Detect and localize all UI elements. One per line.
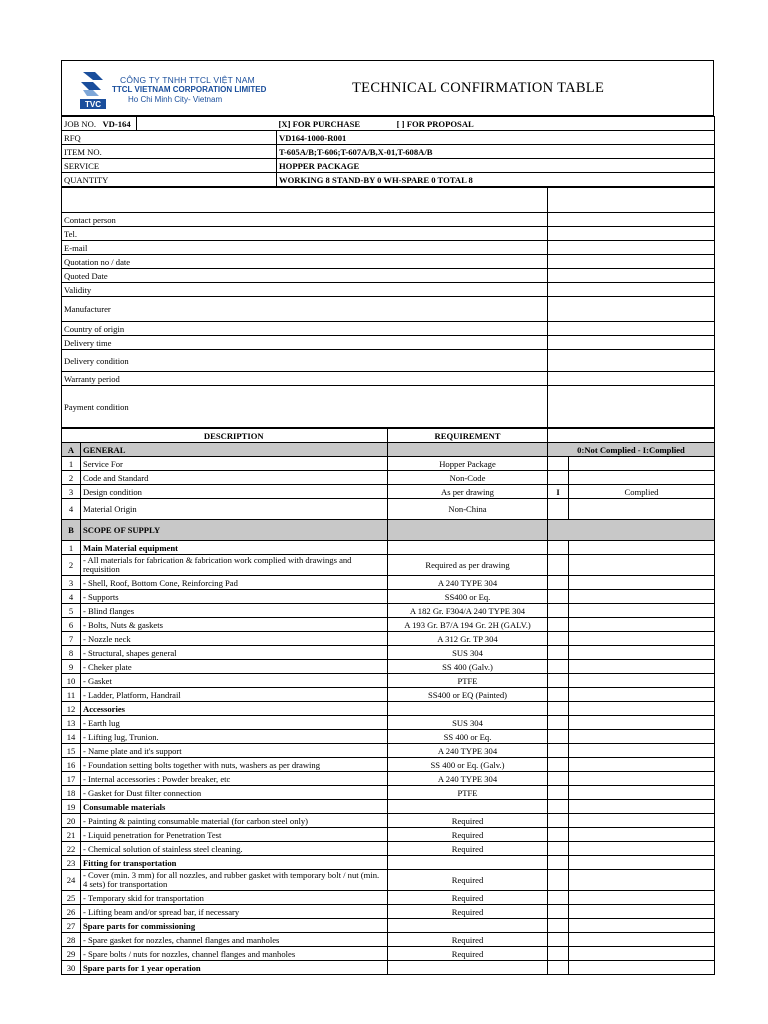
row-compliance-flag[interactable]: [548, 758, 569, 772]
table-row: [62, 919, 715, 933]
row-compliance-flag[interactable]: [548, 814, 569, 828]
for-proposal-option: [ ] FOR PROPOSAL: [396, 118, 474, 129]
row-description: - Gasket: [81, 674, 388, 688]
row-compliance-status[interactable]: [569, 758, 715, 772]
row-number: 21: [62, 828, 81, 842]
row-compliance-flag[interactable]: [548, 702, 569, 716]
row-compliance-flag[interactable]: [548, 674, 569, 688]
row-compliance-status[interactable]: [569, 772, 715, 786]
row-number: 22: [62, 842, 81, 856]
row-compliance-flag[interactable]: [548, 772, 569, 786]
vendor-field-value[interactable]: [548, 350, 715, 372]
table-row: [62, 471, 715, 485]
quantity-row: [62, 173, 715, 187]
vendor-field-row: [62, 227, 715, 241]
row-description: Fitting for transportation: [81, 856, 388, 870]
table-row: [62, 758, 715, 772]
rfq-label: RFQ: [62, 131, 277, 145]
section-a-header: [62, 443, 715, 457]
vendor-field-row: [62, 386, 715, 428]
row-compliance-flag[interactable]: [548, 919, 569, 933]
section-a-letter: A: [62, 443, 81, 457]
row-description: - Temporary skid for transportation: [81, 891, 388, 905]
row-requirement: Non-China: [388, 499, 548, 520]
row-description: - Chemical solution of stainless steel cleaning.: [81, 842, 388, 856]
row-compliance-status[interactable]: [569, 842, 715, 856]
row-compliance-flag[interactable]: [548, 618, 569, 632]
item-row: [62, 145, 715, 159]
vendor-field-row: [62, 322, 715, 336]
vendor-field-value[interactable]: [548, 322, 715, 336]
row-description: - Foundation setting bolts together with nuts, washers as per drawing: [81, 758, 388, 772]
table-row: [62, 555, 715, 576]
row-compliance-flag[interactable]: [548, 632, 569, 646]
row-requirement: SS 400 (Galv.): [388, 660, 548, 674]
vendor-field-label: Country of origin: [62, 322, 548, 336]
row-compliance-status[interactable]: [569, 646, 715, 660]
vendor-spacer-row: [62, 188, 715, 213]
table-row: [62, 905, 715, 919]
row-compliance-status[interactable]: [569, 688, 715, 702]
row-description: - Structural, shapes general: [81, 646, 388, 660]
row-requirement: SUS 304: [388, 716, 548, 730]
row-description: - Internal accessories : Powder breaker, etc: [81, 772, 388, 786]
for-purchase-option: [X] FOR PURCHASE: [278, 118, 361, 129]
row-compliance-flag[interactable]: [548, 660, 569, 674]
row-number: 27: [62, 919, 81, 933]
row-description: Spare parts for 1 year operation: [81, 961, 388, 975]
vendor-field-label: Quoted Date: [62, 269, 548, 283]
row-compliance-status[interactable]: [569, 590, 715, 604]
row-description: - Spare gasket for nozzles, channel flanges and manholes: [81, 933, 388, 947]
vendor-field-label: Quotation no / date: [62, 255, 548, 269]
row-compliance-flag[interactable]: [548, 786, 569, 800]
table-row: [62, 772, 715, 786]
row-number: 6: [62, 618, 81, 632]
row-description: - Gasket for Dust filter connection: [81, 786, 388, 800]
compliance-legend: 0:Not Complied - I:Complied: [548, 443, 715, 457]
vendor-field-row: [62, 269, 715, 283]
row-number: 15: [62, 744, 81, 758]
row-requirement: [388, 541, 548, 555]
row-compliance-flag[interactable]: [548, 576, 569, 590]
row-compliance-flag[interactable]: [548, 891, 569, 905]
row-description: - All materials for fabrication & fabrication work complied with drawings and requisition: [81, 555, 388, 576]
row-requirement: SS400 or EQ (Painted): [388, 688, 548, 702]
row-number: 23: [62, 856, 81, 870]
row-description: - Supports: [81, 590, 388, 604]
vendor-field-value[interactable]: [548, 297, 715, 322]
table-row: [62, 702, 715, 716]
row-compliance-status[interactable]: [569, 541, 715, 555]
row-compliance-flag[interactable]: [548, 604, 569, 618]
row-description: - Nozzle neck: [81, 632, 388, 646]
vendor-field-row: [62, 213, 715, 227]
row-requirement: Required as per drawing: [388, 555, 548, 576]
rfq-value: VD164-1000-R001: [277, 131, 715, 145]
row-number: 1: [62, 457, 81, 471]
row-description: - Liquid penetration for Penetration Test: [81, 828, 388, 842]
row-compliance-flag[interactable]: [548, 457, 569, 471]
row-requirement: SS400 or Eq.: [388, 590, 548, 604]
table-row: [62, 604, 715, 618]
row-compliance-status[interactable]: [569, 604, 715, 618]
row-number: 1: [62, 541, 81, 555]
row-requirement: PTFE: [388, 674, 548, 688]
table-row: [62, 716, 715, 730]
quantity-value: WORKING 8 STAND-BY 0 WH-SPARE 0 TOTAL 8: [277, 173, 715, 187]
row-compliance-status[interactable]: [569, 828, 715, 842]
purchase-options: [277, 117, 715, 131]
vendor-field-value[interactable]: [548, 283, 715, 297]
row-number: 30: [62, 961, 81, 975]
description-header: DESCRIPTION: [81, 429, 388, 443]
row-requirement: Hopper Package: [388, 457, 548, 471]
vendor-field-value[interactable]: [548, 255, 715, 269]
row-compliance-flag[interactable]: [548, 555, 569, 576]
table-row: [62, 870, 715, 891]
table-row: [62, 730, 715, 744]
row-requirement: Required: [388, 870, 548, 891]
table-row: [62, 576, 715, 590]
row-compliance-flag[interactable]: [548, 716, 569, 730]
document-header: [61, 60, 714, 116]
row-number: 28: [62, 933, 81, 947]
row-compliance-status[interactable]: [569, 499, 715, 520]
row-compliance-status[interactable]: [569, 730, 715, 744]
row-compliance-status[interactable]: [569, 905, 715, 919]
item-label: ITEM NO.: [62, 145, 277, 159]
row-compliance-status[interactable]: [569, 716, 715, 730]
table-row: [62, 485, 715, 499]
vendor-field-value[interactable]: [548, 227, 715, 241]
row-number: 11: [62, 688, 81, 702]
vendor-field-label: Validity: [62, 283, 548, 297]
service-row: [62, 159, 715, 173]
company-location: Ho Chi Minh City- Vietnam: [128, 95, 223, 104]
row-requirement: A 193 Gr. B7/A 194 Gr. 2H (GALV.): [388, 618, 548, 632]
table-row: [62, 744, 715, 758]
table-row: [62, 618, 715, 632]
row-compliance-flag[interactable]: [548, 541, 569, 555]
row-compliance-status[interactable]: [569, 814, 715, 828]
vendor-field-label: Tel.: [62, 227, 548, 241]
row-number: 2: [62, 555, 81, 576]
table-row: [62, 688, 715, 702]
vendor-field-row: [62, 372, 715, 386]
table-row: [62, 828, 715, 842]
table-row: [62, 457, 715, 471]
row-requirement: A 182 Gr. F304/A 240 TYPE 304: [388, 604, 548, 618]
row-compliance-status[interactable]: [569, 870, 715, 891]
table-row: [62, 961, 715, 975]
row-number: 17: [62, 772, 81, 786]
row-number: 26: [62, 905, 81, 919]
vendor-field-value[interactable]: [548, 386, 715, 428]
vendor-field-label: E-mail: [62, 241, 548, 255]
row-number: 4: [62, 590, 81, 604]
row-compliance-status[interactable]: [569, 674, 715, 688]
section-b-title: SCOPE OF SUPPLY: [81, 520, 388, 541]
job-row: [62, 117, 715, 131]
row-compliance-flag[interactable]: [548, 744, 569, 758]
row-number: 18: [62, 786, 81, 800]
row-requirement: SUS 304: [388, 646, 548, 660]
row-description: - Shell, Roof, Bottom Cone, Reinforcing Pad: [81, 576, 388, 590]
row-description: - Name plate and it's support: [81, 744, 388, 758]
vendor-fields: [62, 213, 715, 428]
row-number: 10: [62, 674, 81, 688]
section-b-header: [62, 520, 715, 541]
row-description: Material Origin: [81, 499, 388, 520]
row-number: 20: [62, 814, 81, 828]
row-compliance-flag[interactable]: [548, 947, 569, 961]
section-b-rows: [62, 541, 715, 975]
vendor-field-label: Warranty period: [62, 372, 548, 386]
table-row: [62, 632, 715, 646]
table-row: [62, 814, 715, 828]
vendor-field-label: Delivery condition: [62, 350, 548, 372]
table-row: [62, 646, 715, 660]
row-requirement: [388, 961, 548, 975]
vendor-field-label: Contact person: [62, 213, 548, 227]
row-compliance-flag[interactable]: [548, 471, 569, 485]
vendor-field-row: [62, 297, 715, 322]
row-description: - Lifting lug, Trunion.: [81, 730, 388, 744]
row-compliance-status[interactable]: [569, 702, 715, 716]
row-description: Spare parts for commissioning: [81, 919, 388, 933]
row-compliance-status[interactable]: [569, 744, 715, 758]
section-b-letter: B: [62, 520, 81, 541]
row-requirement: [388, 702, 548, 716]
row-requirement: A 240 TYPE 304: [388, 744, 548, 758]
requirement-header: REQUIREMENT: [388, 429, 548, 443]
table-row: [62, 590, 715, 604]
row-number: 3: [62, 576, 81, 590]
row-requirement: SS 400 or Eq.: [388, 730, 548, 744]
table-row: [62, 541, 715, 555]
row-compliance-status[interactable]: [569, 457, 715, 471]
row-requirement: PTFE: [388, 786, 548, 800]
row-compliance-flag[interactable]: [548, 828, 569, 842]
row-compliance-flag[interactable]: [548, 905, 569, 919]
vendor-field-label: Payment condition: [62, 386, 548, 428]
vendor-field-row: [62, 336, 715, 350]
row-compliance-flag[interactable]: [548, 800, 569, 814]
row-requirement: Required: [388, 933, 548, 947]
row-number: 13: [62, 716, 81, 730]
vendor-field-label: Delivery time: [62, 336, 548, 350]
row-requirement: SS 400 or Eq. (Galv.): [388, 758, 548, 772]
row-number: 4: [62, 499, 81, 520]
item-value: T-605A/B;T-606;T-607A/B,X-01,T-608A/B: [277, 145, 715, 159]
row-requirement: [388, 800, 548, 814]
row-compliance-status[interactable]: [569, 933, 715, 947]
row-description: - Earth lug: [81, 716, 388, 730]
row-compliance-status[interactable]: [569, 660, 715, 674]
row-compliance-status[interactable]: [569, 632, 715, 646]
row-description: - Cheker plate: [81, 660, 388, 674]
row-compliance-flag[interactable]: [548, 933, 569, 947]
row-compliance-status[interactable]: [569, 800, 715, 814]
table-row: [62, 800, 715, 814]
row-number: 29: [62, 947, 81, 961]
row-description: - Cover (min. 3 mm) for all nozzles, and rubber gasket with temporary bolt / nut (min. 4 sets) for transportation: [81, 870, 388, 891]
ttcl-logo-icon: [79, 70, 107, 110]
service-value: HOPPER PACKAGE: [277, 159, 715, 173]
row-compliance-status[interactable]: [569, 891, 715, 905]
row-requirement: [388, 919, 548, 933]
document-title: TECHNICAL CONFIRMATION TABLE: [352, 80, 605, 96]
row-compliance-status[interactable]: [569, 555, 715, 576]
row-requirement: Required: [388, 905, 548, 919]
vendor-field-label: Manufacturer: [62, 297, 548, 322]
row-requirement: As per drawing: [388, 485, 548, 499]
row-compliance-status[interactable]: Complied: [569, 485, 715, 499]
row-number: 14: [62, 730, 81, 744]
vendor-field-value[interactable]: [548, 336, 715, 350]
row-description: Design condition: [81, 485, 388, 499]
row-description: - Ladder, Platform, Handrail: [81, 688, 388, 702]
table-row: [62, 947, 715, 961]
rfq-row: [62, 131, 715, 145]
row-compliance-status[interactable]: [569, 856, 715, 870]
vendor-info-table: [61, 187, 715, 428]
vendor-field-value[interactable]: [548, 269, 715, 283]
row-compliance-status[interactable]: [569, 576, 715, 590]
table-row: [62, 933, 715, 947]
row-description: Service For: [81, 457, 388, 471]
row-compliance-flag[interactable]: [548, 870, 569, 891]
row-description: - Bolts, Nuts & gaskets: [81, 618, 388, 632]
row-compliance-status[interactable]: [569, 786, 715, 800]
table-row: [62, 786, 715, 800]
row-requirement: Non-Code: [388, 471, 548, 485]
specification-table: [61, 428, 715, 975]
table-row: [62, 499, 715, 520]
row-description: Code and Standard: [81, 471, 388, 485]
table-row: [62, 674, 715, 688]
table-row: [62, 891, 715, 905]
vendor-field-value[interactable]: [548, 372, 715, 386]
row-number: 3: [62, 485, 81, 499]
row-requirement: A 240 TYPE 304: [388, 772, 548, 786]
row-compliance-flag[interactable]: [548, 590, 569, 604]
row-description: Accessories: [81, 702, 388, 716]
row-requirement: Required: [388, 814, 548, 828]
vendor-field-row: [62, 241, 715, 255]
section-a-rows: [62, 457, 715, 520]
row-description: - Painting & painting consumable material (for carbon steel only): [81, 814, 388, 828]
row-compliance-flag[interactable]: [548, 499, 569, 520]
row-description: Main Material equipment: [81, 541, 388, 555]
vendor-field-value[interactable]: [548, 213, 715, 227]
row-compliance-flag[interactable]: [548, 688, 569, 702]
company-logo: [76, 70, 267, 110]
row-number: 8: [62, 646, 81, 660]
row-compliance-status[interactable]: [569, 471, 715, 485]
row-compliance-flag[interactable]: [548, 856, 569, 870]
vendor-field-row: [62, 350, 715, 372]
row-number: 2: [62, 471, 81, 485]
row-number: 12: [62, 702, 81, 716]
row-description: - Spare bolts / nuts for nozzles, channel flanges and manholes: [81, 947, 388, 961]
row-description: Consumable materials: [81, 800, 388, 814]
row-number: 25: [62, 891, 81, 905]
row-compliance-flag[interactable]: [548, 646, 569, 660]
svg-text:TVC: TVC: [85, 100, 101, 109]
row-description: - Blind flanges: [81, 604, 388, 618]
company-name-en: TTCL VIETNAM CORPORATION LIMITED: [112, 85, 267, 94]
row-requirement: Required: [388, 828, 548, 842]
row-compliance-status[interactable]: [569, 947, 715, 961]
row-requirement: Required: [388, 842, 548, 856]
row-compliance-flag[interactable]: [548, 961, 569, 975]
row-compliance-status[interactable]: [569, 961, 715, 975]
row-description: - Lifting beam and/or spread bar, if necessary: [81, 905, 388, 919]
technical-confirmation-document: [61, 60, 714, 975]
job-no-cell: JOB NO. VD-164: [62, 117, 137, 131]
row-requirement: Required: [388, 891, 548, 905]
column-header-row: [62, 429, 715, 443]
row-compliance-flag[interactable]: I: [548, 485, 569, 499]
row-requirement: [388, 856, 548, 870]
row-compliance-flag[interactable]: [548, 730, 569, 744]
row-requirement: Required: [388, 947, 548, 961]
row-requirement: A 240 TYPE 304: [388, 576, 548, 590]
table-row: [62, 856, 715, 870]
company-name-vn: CÔNG TY TNHH TTCL VIỆT NAM: [120, 75, 255, 85]
row-compliance-flag[interactable]: [548, 842, 569, 856]
row-number: 24: [62, 870, 81, 891]
row-number: 19: [62, 800, 81, 814]
job-info-table: [61, 116, 715, 187]
row-number: 16: [62, 758, 81, 772]
vendor-field-row: [62, 255, 715, 269]
row-compliance-status[interactable]: [569, 919, 715, 933]
row-compliance-status[interactable]: [569, 618, 715, 632]
section-a-title: GENERAL: [81, 443, 388, 457]
table-row: [62, 842, 715, 856]
row-requirement: A 312 Gr. TP 304: [388, 632, 548, 646]
vendor-field-value[interactable]: [548, 241, 715, 255]
quantity-label: QUANTITY: [62, 173, 277, 187]
row-number: 9: [62, 660, 81, 674]
table-row: [62, 660, 715, 674]
row-number: 5: [62, 604, 81, 618]
service-label: SERVICE: [62, 159, 277, 173]
vendor-field-row: [62, 283, 715, 297]
row-number: 7: [62, 632, 81, 646]
